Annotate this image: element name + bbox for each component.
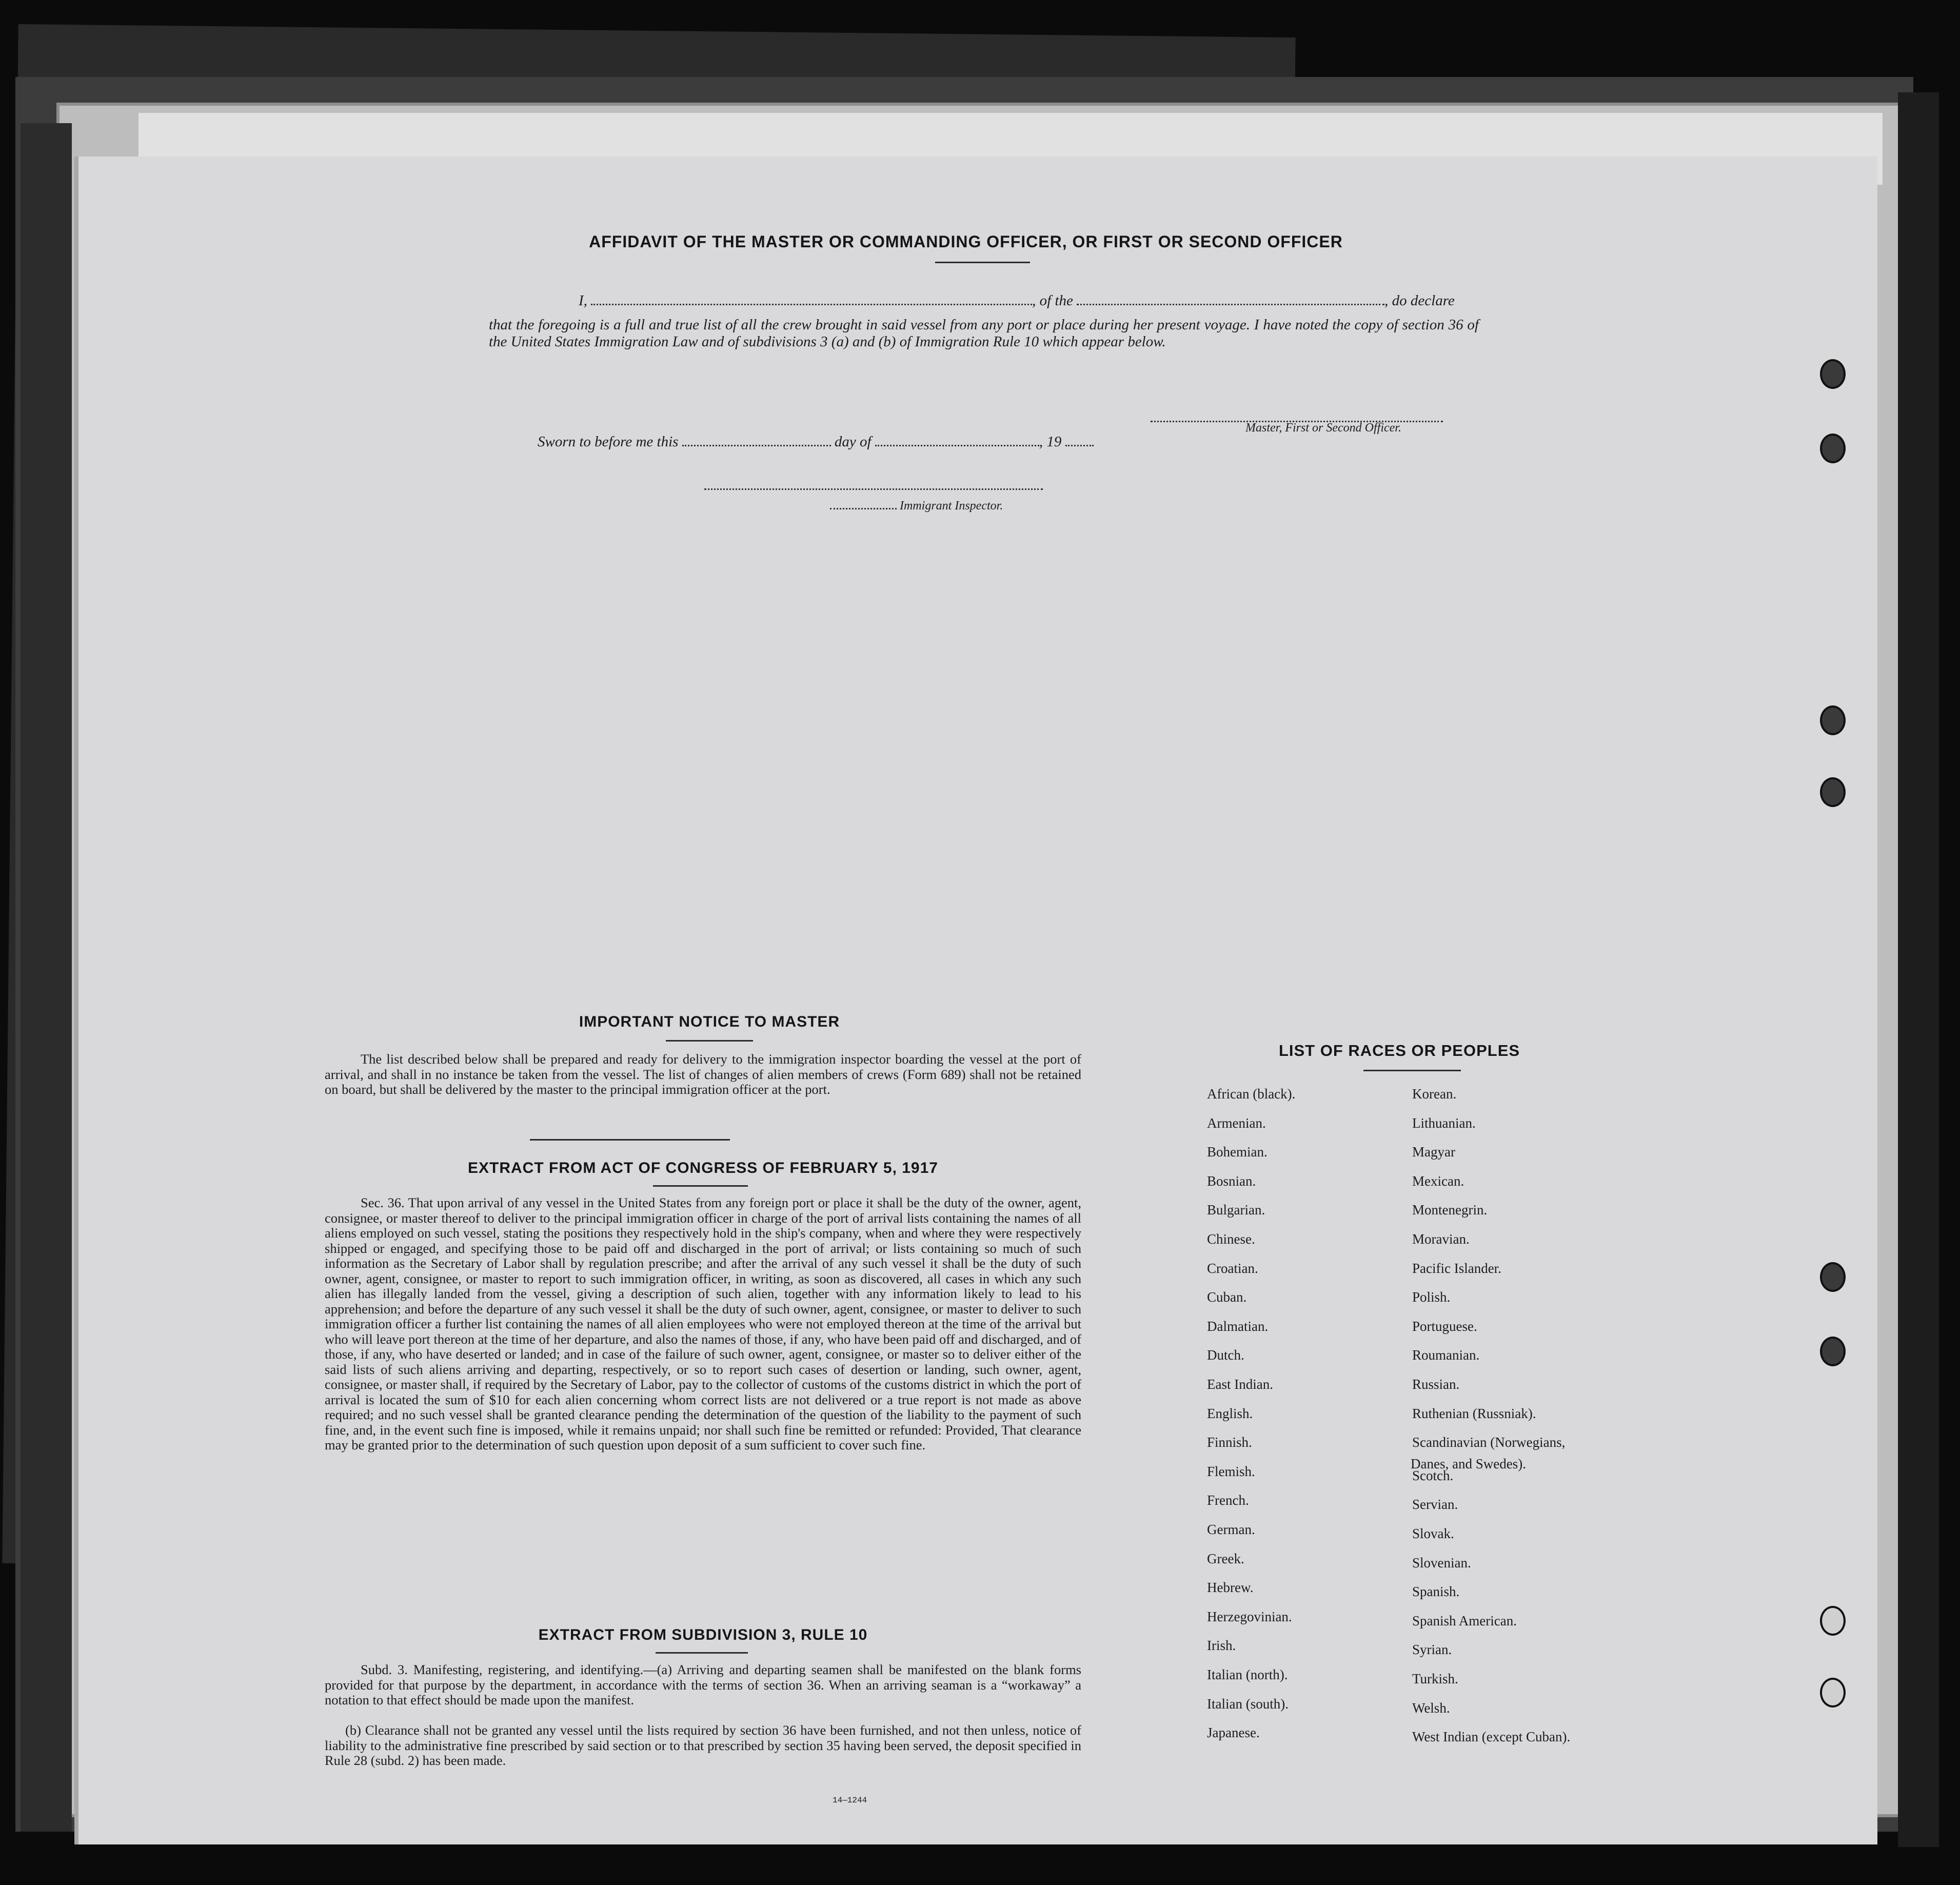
- rule-title: EXTRACT FROM SUBDIVISION 3, RULE 10: [538, 1626, 868, 1643]
- race-item: Welsh.: [1412, 1700, 1450, 1716]
- race-item: Montenegrin.: [1412, 1202, 1488, 1218]
- race-item: Ruthenian (Russniak).: [1412, 1405, 1536, 1421]
- document-page: [74, 156, 1877, 1844]
- race-item: Moravian.: [1412, 1231, 1470, 1247]
- race-item: Bosnian.: [1207, 1173, 1256, 1189]
- race-item: East Indian.: [1207, 1377, 1273, 1392]
- master-signature-label: Master, First or Second Officer.: [1245, 421, 1401, 435]
- affidavit-body: that the foregoing is a full and true list of all the crew brought in said vessel from any port or place during her present voyage. I have noted the copy of section 36 of the United States Immigration Law and of subdivisions 3 (a) and (b) of Immigration Rule 10 which appear below.: [489, 317, 1479, 350]
- race-item: Slovenian.: [1412, 1555, 1471, 1570]
- race-item: Servian.: [1412, 1497, 1458, 1513]
- i-label: I,: [579, 292, 587, 309]
- race-item: Herzegovinian.: [1207, 1608, 1292, 1624]
- race-item: Bulgarian.: [1207, 1202, 1265, 1218]
- race-item: Magyar: [1412, 1144, 1455, 1160]
- sworn-year-blank: [1065, 445, 1094, 446]
- do-declare-label: , do declare: [1384, 292, 1455, 309]
- race-item: Scandinavian (Norwegians,: [1412, 1435, 1566, 1450]
- sworn-line: [538, 434, 1094, 450]
- race-item: Scotch.: [1412, 1467, 1454, 1483]
- race-item: Syrian.: [1412, 1642, 1452, 1658]
- race-item: Italian (north).: [1207, 1667, 1288, 1682]
- race-item: Chinese.: [1207, 1231, 1255, 1247]
- race-item: Croatian.: [1207, 1260, 1258, 1276]
- scan-edge: [1898, 92, 1939, 1847]
- act-divider: [653, 1185, 748, 1187]
- notice-divider: [666, 1040, 753, 1042]
- sworn-day-blank: [682, 445, 831, 446]
- binder-hole: [1820, 1262, 1846, 1292]
- race-item: Slovak.: [1412, 1526, 1454, 1541]
- race-item: Korean.: [1412, 1086, 1457, 1102]
- race-item: English.: [1207, 1405, 1253, 1421]
- act-text: Sec. 36. That upon arrival of any vessel in the United States from any foreign port or place it shall be the duty of the owner, agent, consignee, or master thereof to deliver to the principal immigration officer in charge of the port of arrival lists containing the names of all aliens employed on such vessel, stating the positions they respectively hold in the ship's company, when and where they were respectively shipped or engaged, and specifying those to be paid off and discharged in the port of arrival; or lists containing so much of such information as the Secretary of Labor shall by regulation prescribe; and after the arrival of any such vessel it shall be the duty of such owner, agent, consignee, or master to report to such immigration officer, in writing, as soon as discovered, all cases in which any such alien has illegally landed from the vessel, giving a description of such alien, together with any information likely to lead to his apprehension; and before the departure of any such vessel it shall be the duty of such owner, agent, consignee, or master to deliver to such immigration officer a further list containing the names of all alien employees who were not employed thereon at the time of the arrival but who will leave port thereon at the time of her departure, and also the names of those, if any, who have been paid off and discharged, and of those, if any, who have deserted or landed; and in case of the failure of such owner, agent, consignee, or master so to deliver either of the said lists of such aliens arriving and departing, respectively, or so to report such cases of desertion or landing, such owner, agent, consignee, or master shall, if required by the Secretary of Labor, pay to the collector of customs of the customs district in which the port of arrival is located the sum of $10 for each alien concerning whom correct lists are not delivered or a true report is not made as above required; and no such vessel shall be granted clearance pending the determination of the question of the liability to the payment of such fine, and, in the event such fine is imposed, while it remains unpaid; nor shall such fine be remitted or refunded: Provided, That clearance may be granted prior to the determination of such question upon deposit of a sum sufficient to cover such fine.: [325, 1195, 1081, 1452]
- notice-title: IMPORTANT NOTICE TO MASTER: [579, 1013, 840, 1030]
- binder-hole: [1820, 434, 1846, 463]
- inspector-signature-blank: [704, 487, 1043, 490]
- sworn-day-of: day of: [834, 434, 872, 450]
- race-item: Cuban.: [1207, 1289, 1247, 1305]
- inspector-blank: [830, 508, 897, 509]
- notice-text: The list described below shall be prepared and ready for delivery to the immigration inspector boarding the vessel at the port of arrival, and shall in no instance be taken from the vessel. The list of changes of alien members of crews (Form 689) shall not be retained on board, but shall be delivered by the master to the principal immigration officer at the port.: [325, 1051, 1081, 1097]
- race-item: West Indian (except Cuban).: [1412, 1729, 1571, 1745]
- race-item: Japanese.: [1207, 1725, 1260, 1741]
- rule-text-a: Subd. 3. Manifesting, registering, and identifying.—(a) Arriving and departing seamen shall be manifested on the blank forms provided for that purpose by the department, in accordance with the terms of section 36. When an arriving seaman is a “workaway” a notation to that effect should be made upon the manifest.: [325, 1662, 1081, 1707]
- race-item: African (black).: [1207, 1086, 1296, 1102]
- rule-text-b: (b) Clearance shall not be granted any vessel until the lists required by section 36 have been furnished, and not then unless, notice of liability to the administrative fine prescribed by said section or to that prescribed by section 35 having been served, the deposit specified in Rule 28 (subd. 2) has been made.: [325, 1722, 1081, 1768]
- race-item: Roumanian.: [1412, 1347, 1480, 1363]
- race-item: Greek.: [1207, 1550, 1244, 1566]
- race-item: Italian (south).: [1207, 1696, 1289, 1712]
- binder-hole: [1820, 777, 1846, 807]
- sworn-prefix: Sworn to before me this: [538, 434, 679, 450]
- race-item: Irish.: [1207, 1638, 1236, 1654]
- race-item: Russian.: [1412, 1377, 1460, 1392]
- sworn-year: , 19: [1039, 434, 1062, 450]
- race-item: Bohemian.: [1207, 1144, 1268, 1160]
- form-number: 14—1244: [833, 1796, 867, 1805]
- race-item: Finnish.: [1207, 1435, 1252, 1450]
- act-title: EXTRACT FROM ACT OF CONGRESS OF FEBRUARY 5, 1917: [468, 1160, 938, 1176]
- race-item: Dalmatian.: [1207, 1318, 1269, 1334]
- race-continuation: Danes, and Swedes).: [1411, 1456, 1526, 1471]
- race-item: Flemish.: [1207, 1463, 1255, 1479]
- race-item: Turkish.: [1412, 1671, 1458, 1686]
- race-item: Dutch.: [1207, 1347, 1244, 1363]
- race-item: Spanish.: [1412, 1584, 1460, 1600]
- inspector-line: [830, 499, 1003, 513]
- scan-edge: [21, 123, 72, 1832]
- race-item: French.: [1207, 1493, 1249, 1508]
- affidavit-title: AFFIDAVIT OF THE MASTER OR COMMANDING OFFICER, OR FIRST OR SECOND OFFICER: [589, 232, 1343, 251]
- binder-hole: [1820, 1678, 1846, 1707]
- races-title: LIST OF RACES OR PEOPLES: [1278, 1042, 1520, 1059]
- binder-hole: [1820, 359, 1846, 389]
- race-item: Spanish American.: [1412, 1613, 1517, 1628]
- race-item: German.: [1207, 1522, 1255, 1537]
- inspector-label: Immigrant Inspector.: [900, 499, 1003, 513]
- notice-end-divider: [530, 1139, 730, 1141]
- race-item: Polish.: [1412, 1289, 1451, 1305]
- race-item: Pacific Islander.: [1412, 1260, 1501, 1276]
- rule-divider: [656, 1652, 748, 1654]
- vessel-blank: [1077, 304, 1384, 305]
- race-item: Armenian.: [1207, 1115, 1266, 1131]
- binder-hole: [1820, 705, 1846, 735]
- race-item: Portuguese.: [1412, 1318, 1477, 1334]
- affidavit-declaration-line: [538, 292, 1574, 309]
- of-the-label: , of the: [1032, 292, 1073, 309]
- sworn-month-blank: [875, 445, 1039, 446]
- binder-hole: [1820, 1606, 1846, 1636]
- races-divider: [1363, 1070, 1461, 1071]
- title-divider: [935, 262, 1030, 263]
- race-item: Mexican.: [1412, 1173, 1464, 1189]
- binder-hole: [1820, 1337, 1846, 1366]
- name-blank: [591, 304, 1032, 305]
- race-item: Hebrew.: [1207, 1580, 1254, 1596]
- race-item: Lithuanian.: [1412, 1115, 1476, 1131]
